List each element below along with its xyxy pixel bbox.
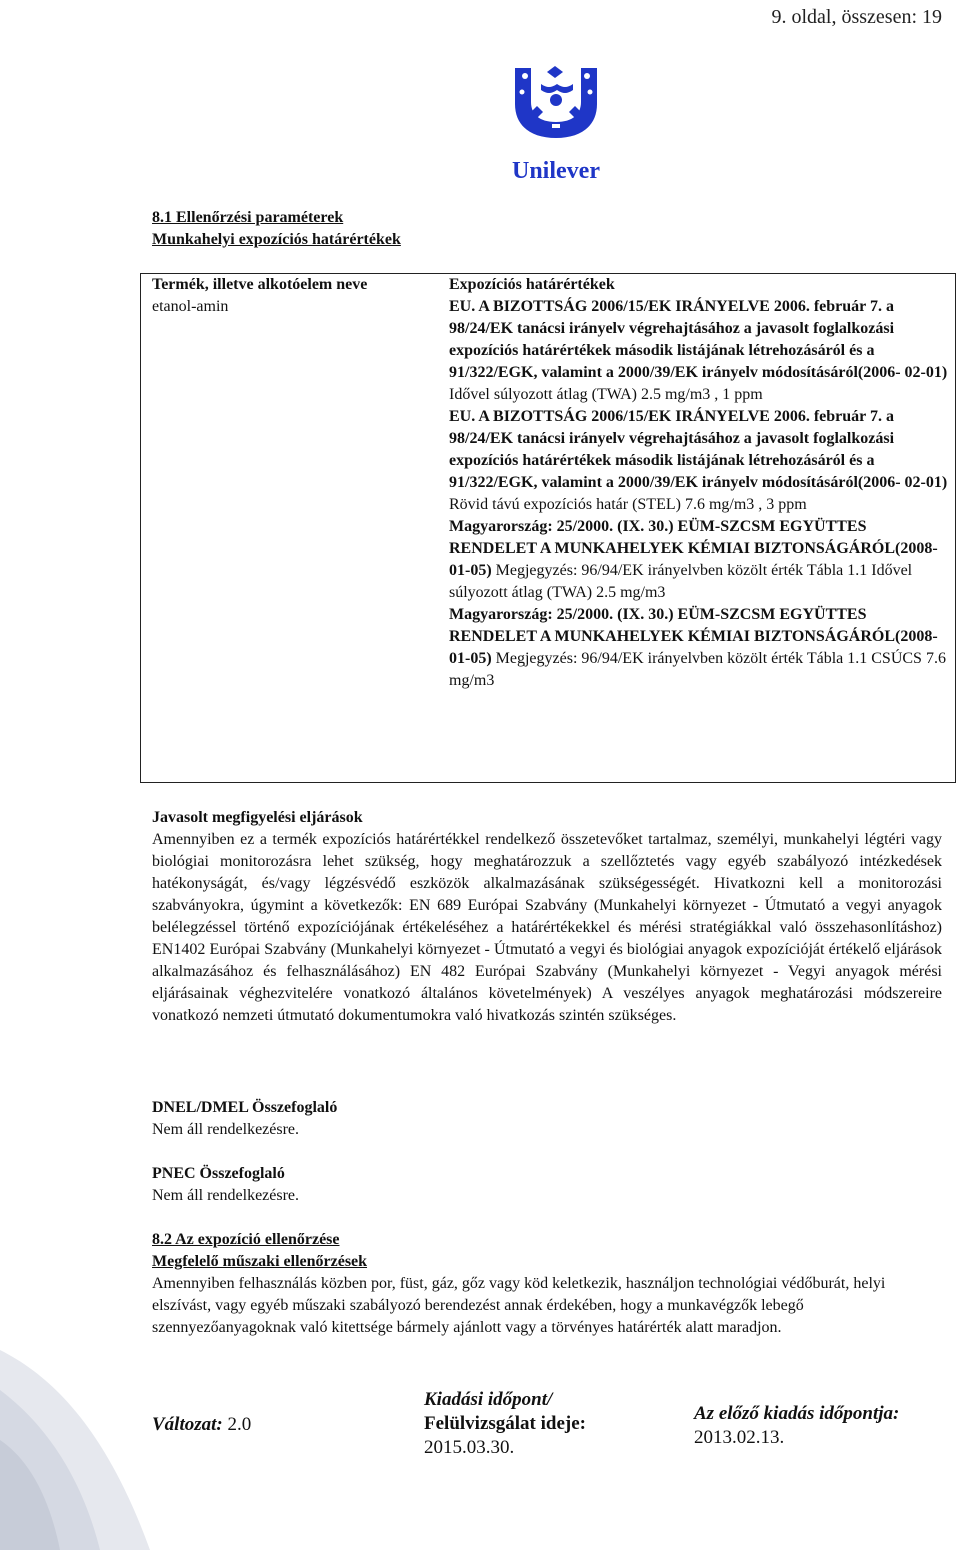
limit-entry — [449, 296, 949, 406]
version-label: Változat: — [152, 1414, 223, 1435]
limit-entry — [449, 604, 949, 692]
limit-value: Idővel súlyozott átlag (TWA) 2.5 mg/m3 , 1 ppm — [449, 386, 763, 403]
monitoring-title: Javasolt megfigyelési eljárások — [152, 809, 363, 826]
limit-value: Megjegyzés: 96/94/EK irányelvben közölt érték Tábla 1.1 CSÚCS 7.6 mg/m3 — [449, 650, 946, 689]
engineering-controls-text: Amennyiben felhasználás közben por, füst, gáz, gőz vagy köd keletkezik, használjon technológiai védőburát, helyi elszívást, vagy egyéb műszaki szabályozó berendezést annak érdekében, hogy a munkavégzők lebegő szennyezőanyagoknak való kitettsége bármely ajánlott vagy a törvényes határérték alatt maradjon. — [152, 1275, 886, 1336]
limit-source: Magyarország: 25/2000. (IX. 30.) EÜM-SZCSM EGYÜTTES RENDELET A MUNKAHELYEK KÉMIAI BIZTONSÁGÁRÓL(2008-01-05) — [449, 518, 938, 579]
section-subtitle: Munkahelyi expozíciós határértékek — [152, 231, 401, 248]
unilever-logo — [497, 62, 615, 188]
table-header-substance: Termék, illetve alkotóelem neve — [152, 276, 368, 293]
section-title: 8.1 Ellenőrzési paraméterek — [152, 209, 344, 226]
previous-date: 2013.02.13. — [694, 1427, 785, 1448]
exposure-limit-list — [449, 296, 949, 692]
logo-wordmark: Unilever — [512, 158, 600, 184]
version-value: 2.0 — [222, 1414, 252, 1435]
issue-label-1: Kiadási időpont/ — [424, 1389, 553, 1410]
limit-value: Rövid távú expozíciós határ (STEL) 7.6 mg/m3 , 3 ppm — [449, 496, 807, 513]
limit-source: EU. A BIZOTTSÁG 2006/15/EK IRÁNYELVE 2006. február 7. a 98/24/EK tanácsi irányelv végrehajtásához a javasolt foglalkozási expozíciós határértékek második listájának létrehozásáról és a 91/322/EGK, valamint a 2000/39/EK irányelv módosításáról(2006- 02-01) — [449, 298, 948, 381]
footer-issue-date — [424, 1388, 586, 1460]
issue-date: 2015.03.30. — [424, 1437, 515, 1458]
footer-version — [152, 1413, 251, 1437]
pnec-section — [152, 1163, 299, 1207]
previous-label: Az előző kiadás időpontja: — [694, 1403, 900, 1424]
dnel-text: Nem áll rendelkezésre. — [152, 1121, 300, 1138]
section-heading — [152, 207, 401, 251]
product-name: etanol-amin — [152, 298, 229, 315]
footer-decoration — [0, 1320, 300, 1550]
monitoring-section — [152, 807, 942, 1027]
issue-label-2: Felülvizsgálat ideje: — [424, 1413, 586, 1434]
limit-entry — [449, 516, 949, 604]
dnel-section — [152, 1097, 337, 1141]
table-header-limits: Expozíciós határértékek — [449, 276, 615, 293]
monitoring-text: Amennyiben ez a termék expozíciós határértékkel rendelkező összetevőket tartalmaz, személyi, munkahelyi légtéri vagy biológiai monitorozásra lehet szükség, hogy meghatározzuk a szellőztetés vagy egyéb szabályozó intézkedések hatékonyságát, és/vagy légzésvédő eszközök alkalmazásának szükségességét. Hivatkozni kell a monitorozási szabványokra, úgymint a következők: EN 689 Európai Szabvány (Munkahelyi környezet - Útmutató a vegyi anyagok belélegzéssel történő expozíciójának értékeléséhez a határértékekkel és mérési stratégiákkal való összehasonlításhoz) EN1402 Európai Szabvány (Munkahelyi környezet - Útmutató a vegyi és biológiai anyagok expozícióját értékelő eljárások alkalmazásához és felhasználásához) EN 482 Európai Szabvány (Munkahelyi környezet - Vegyi anyagok mérési eljárásainak véghezvitelére vonatkozó általános követelmények) A veszélyes anyagok meghatározási módszereire vonatkozó nemzeti útmutató dokumentumokra való hivatkozás szintén szükséges. — [152, 831, 942, 1024]
engineering-controls-subtitle: Megfelelő műszaki ellenőrzések — [152, 1253, 368, 1270]
limit-entry — [449, 406, 949, 516]
exposure-limits-table — [140, 273, 956, 783]
page-number: 9. oldal, összesen: 19 — [771, 6, 942, 28]
footer-previous-date — [694, 1402, 899, 1450]
dnel-title: DNEL/DMEL Összefoglaló — [152, 1099, 338, 1116]
exposure-control-title: 8.2 Az expozíció ellenőrzése — [152, 1231, 340, 1248]
pnec-title: PNEC Összefoglaló — [152, 1165, 285, 1182]
pnec-text: Nem áll rendelkezésre. — [152, 1187, 300, 1204]
limit-value: Megjegyzés: 96/94/EK irányelvben közölt érték Tábla 1.1 Idővel súlyozott átlag (TWA) 2.5 mg/m3 — [449, 562, 913, 601]
limit-source: Magyarország: 25/2000. (IX. 30.) EÜM-SZCSM EGYÜTTES RENDELET A MUNKAHELYEK KÉMIAI BIZTONSÁGÁRÓL(2008-01-05) — [449, 606, 938, 667]
limit-source: EU. A BIZOTTSÁG 2006/15/EK IRÁNYELVE 2006. február 7. a 98/24/EK tanácsi irányelv végrehajtásához a javasolt foglalkozási expozíciós határértékek második listájának létrehozásáról és a 91/322/EGK, valamint a 2000/39/EK irányelv módosításáról(2006- 02-01) — [449, 408, 948, 491]
